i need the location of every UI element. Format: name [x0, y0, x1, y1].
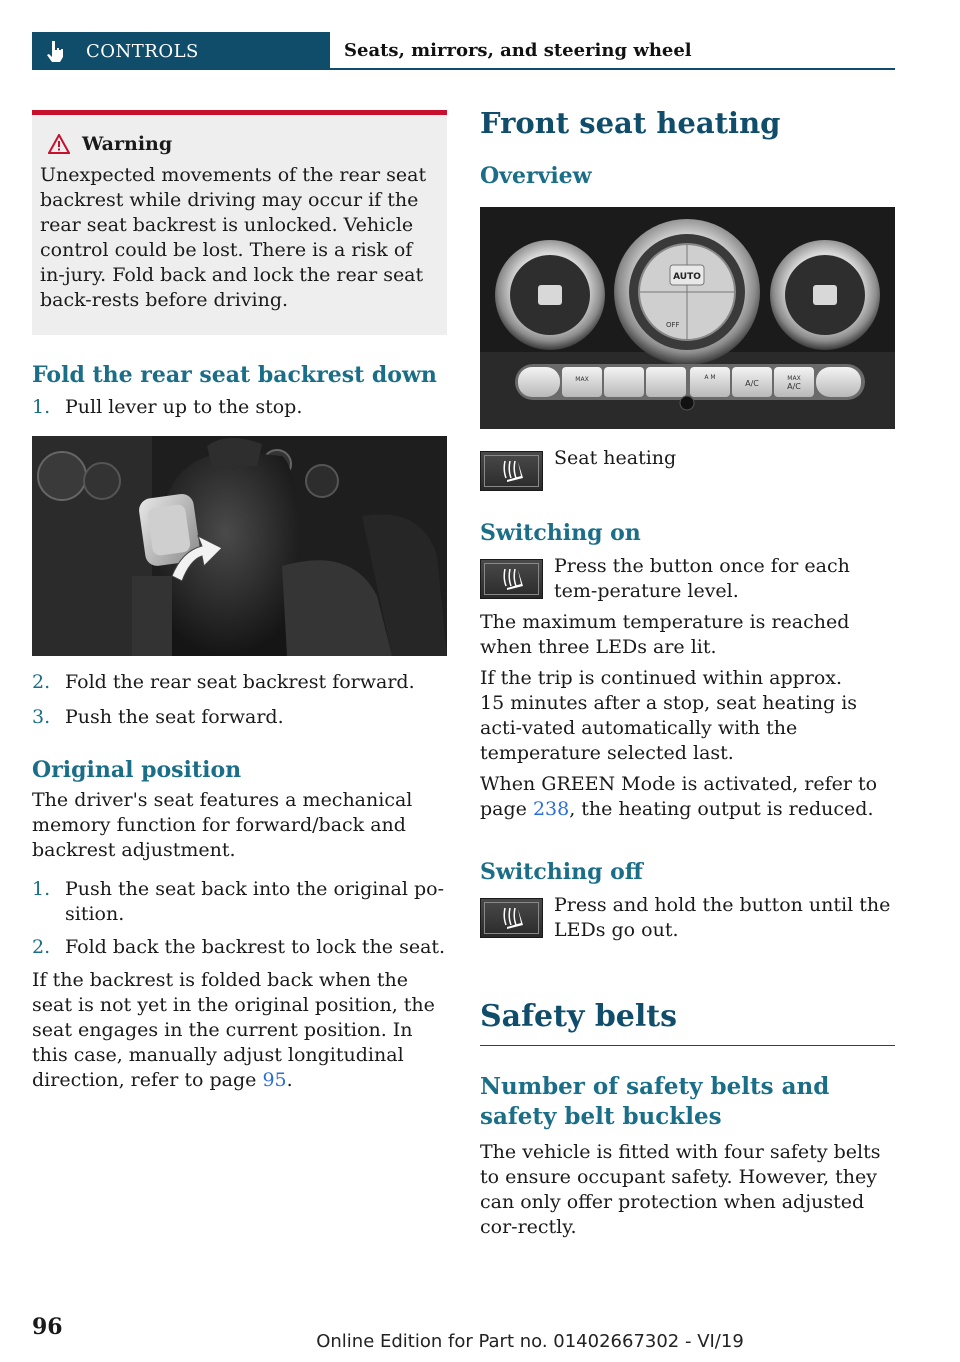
page-link-95[interactable]: 95: [262, 1069, 287, 1091]
climate-panel-photo: [480, 207, 895, 429]
original-text: The driver's seat features a mechanical memory function for forward/back and backrest adjustment.: [32, 789, 413, 861]
switching-on-text: Press the button once for each tem-perature level.: [554, 555, 850, 602]
original-steps: [32, 877, 447, 960]
fold-steps-continued: [32, 670, 447, 730]
chapter-title: Seats, mirrors, and steering wheel: [330, 32, 895, 70]
front-seat-heating-title: Front seat heating: [480, 106, 781, 140]
section-title: CONTROLS: [86, 40, 199, 62]
page-link-238[interactable]: 238: [532, 798, 570, 820]
trip-text: If the trip is continued within approx. 15 minutes after a stop, seat heating is acti-vated automatically with the temperature selected last.: [480, 667, 858, 764]
original-heading: Original position: [32, 757, 242, 783]
am-label: A M: [704, 374, 716, 381]
seat-heating-button-icon: [480, 898, 543, 938]
fold-heading: Fold the rear seat backrest down: [32, 362, 437, 388]
step-item: 1. Pull lever up to the stop.: [32, 396, 303, 418]
section-tab: [32, 32, 330, 70]
switching-off-heading: Switching off: [480, 859, 643, 885]
belts-text: The vehicle is fitted with four safety belts to ensure occupant safety. However, they can only offer protection when adjusted cor-rectly.: [480, 1141, 881, 1238]
step-item: 3. Push the seat forward.: [32, 706, 284, 728]
pointing-hand-icon: [46, 40, 68, 62]
step-item: 2. Fold the rear seat backrest forward.: [32, 671, 415, 693]
seat-heating-legend: [480, 449, 895, 491]
green-mode-text: When GREEN Mode is activated, refer to page 238, the heating output is reduced.: [480, 773, 878, 820]
auto-label: AUTO: [673, 272, 701, 282]
off-label: OFF: [666, 321, 680, 329]
belts-heading: Number of safety belts and safety belt buckles: [480, 1073, 830, 1130]
page-number: 96: [32, 1314, 63, 1340]
fold-steps: [32, 395, 447, 420]
note-text: If the backrest is folded back when the seat is not yet in the original position, the seat engages in the current position. In this case, manually adjust longitudinal direction, refer to page 95.: [32, 969, 435, 1091]
right-column: [480, 106, 895, 1240]
ac-label: A/C: [745, 379, 759, 388]
warning-text: Unexpected movements of the rear seat backrest while driving may occur if the rear seat backrest is unlocked. Vehicle control could be lost. There is a risk of in-jury. Fold back and lock the rear seat back-rests before driving.: [40, 164, 427, 311]
warning-triangle-icon: [48, 134, 70, 154]
left-column: [32, 110, 447, 1093]
step-item: 2. Fold back the backrest to lock the seat.: [32, 936, 446, 958]
max-label: MAX: [575, 376, 589, 383]
warning-title: [40, 133, 439, 155]
seat-lever-photo: [32, 436, 447, 656]
seat-heating-label: Seat heating: [554, 447, 677, 469]
switching-off-row: [480, 896, 895, 943]
switching-on-row: [480, 557, 895, 604]
edition-footer: Online Edition for Part no. 01402667302 - VI/19: [316, 1331, 744, 1352]
safety-belts-heading: Safety belts: [480, 999, 895, 1046]
max-ac-bottom-label: A/C: [787, 382, 801, 391]
max-ac-top-label: MAX: [787, 375, 801, 382]
overview-heading: Overview: [480, 163, 592, 189]
warning-box: [32, 110, 447, 335]
switching-off-text: Press and hold the button until the LEDs go out.: [554, 894, 891, 941]
max-temp-text: The maximum temperature is reached when three LEDs are lit.: [480, 611, 850, 658]
seat-heating-button-icon: [480, 451, 543, 491]
warning-title-text: Warning: [82, 133, 173, 155]
switching-on-heading: Switching on: [480, 520, 641, 546]
step-item: 1. Push the seat back into the original po-sition.: [32, 878, 445, 925]
seat-heating-button-icon: [480, 559, 543, 599]
